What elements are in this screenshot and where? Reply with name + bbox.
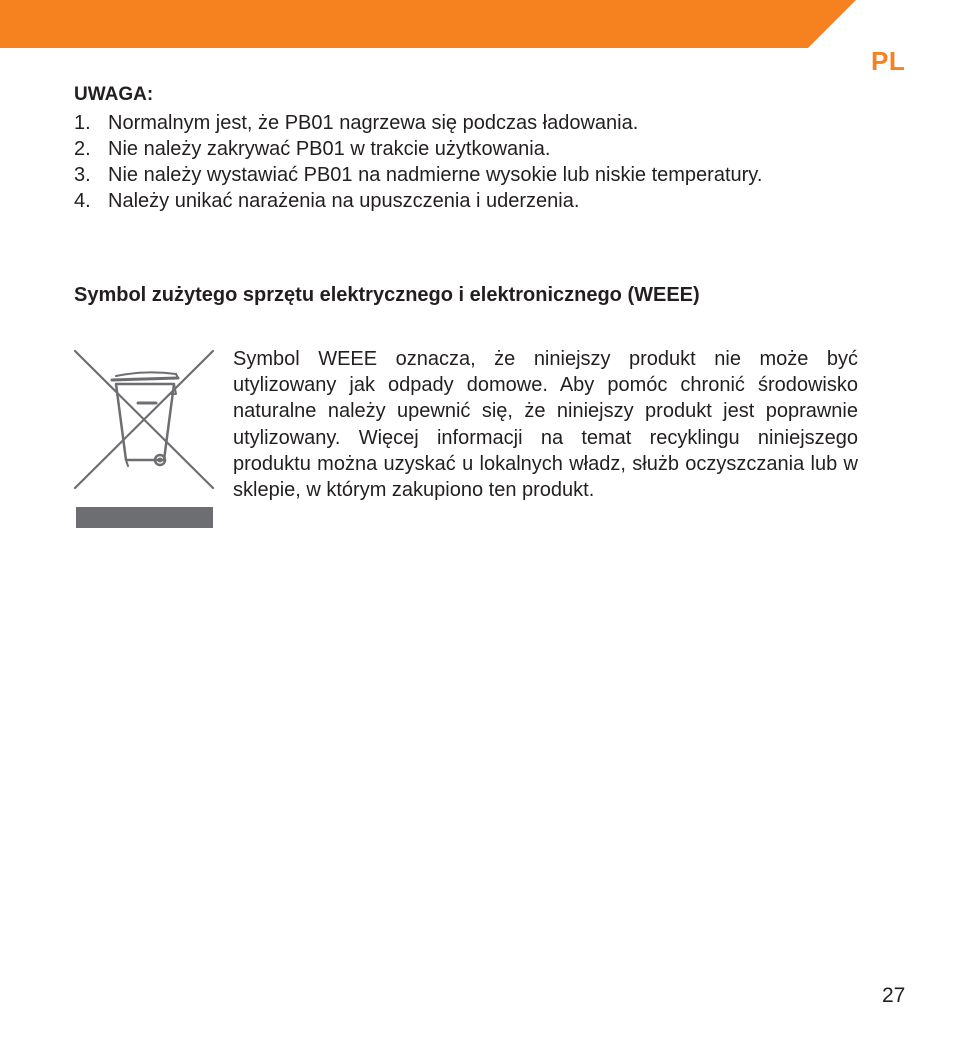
list-item-number: 3. bbox=[74, 164, 91, 186]
list-item-text: Nie należy wystawiać PB01 na nadmierne wysokie lub niskie temperatury. bbox=[108, 164, 763, 186]
page-number: 27 bbox=[882, 984, 906, 1007]
language-tag: PL bbox=[871, 46, 906, 76]
list-item-text: Nie należy zakrywać PB01 w trakcie użytkowania. bbox=[108, 138, 551, 160]
weee-section-heading: Symbol zużytego sprzętu elektrycznego i elektronicznego (WEEE) bbox=[74, 284, 700, 306]
list-item-number: 1. bbox=[74, 112, 91, 134]
header-accent-band bbox=[0, 0, 954, 48]
list-item bbox=[74, 136, 858, 162]
list-item bbox=[74, 110, 858, 136]
list-item bbox=[74, 162, 858, 188]
list-item bbox=[74, 188, 858, 214]
list-item-number: 4. bbox=[74, 190, 91, 212]
note-list bbox=[74, 110, 858, 214]
list-item-text: Normalnym jest, że PB01 nagrzewa się podczas ładowania. bbox=[108, 112, 639, 134]
note-title: UWAGA: bbox=[74, 84, 154, 105]
crossed-out-wheelie-bin-icon bbox=[72, 348, 216, 532]
weee-description: Symbol WEEE oznacza, że niniejszy produkt nie może być utylizowany jak odpady domowe. Aby pomóc chronić środowisko naturalne należy upewnić się, że niniejszy produkt jest poprawnie utylizowany. Więcej informacji na temat recyklingu niniejszego produktu można uzyskać u lokalnych władz, służb oczyszczania lub w sklepie, w którym zakupiono ten produkt. bbox=[233, 348, 858, 502]
list-item-number: 2. bbox=[74, 138, 91, 160]
list-item-text: Należy unikać narażenia na upuszczenia i uderzenia. bbox=[108, 190, 580, 212]
